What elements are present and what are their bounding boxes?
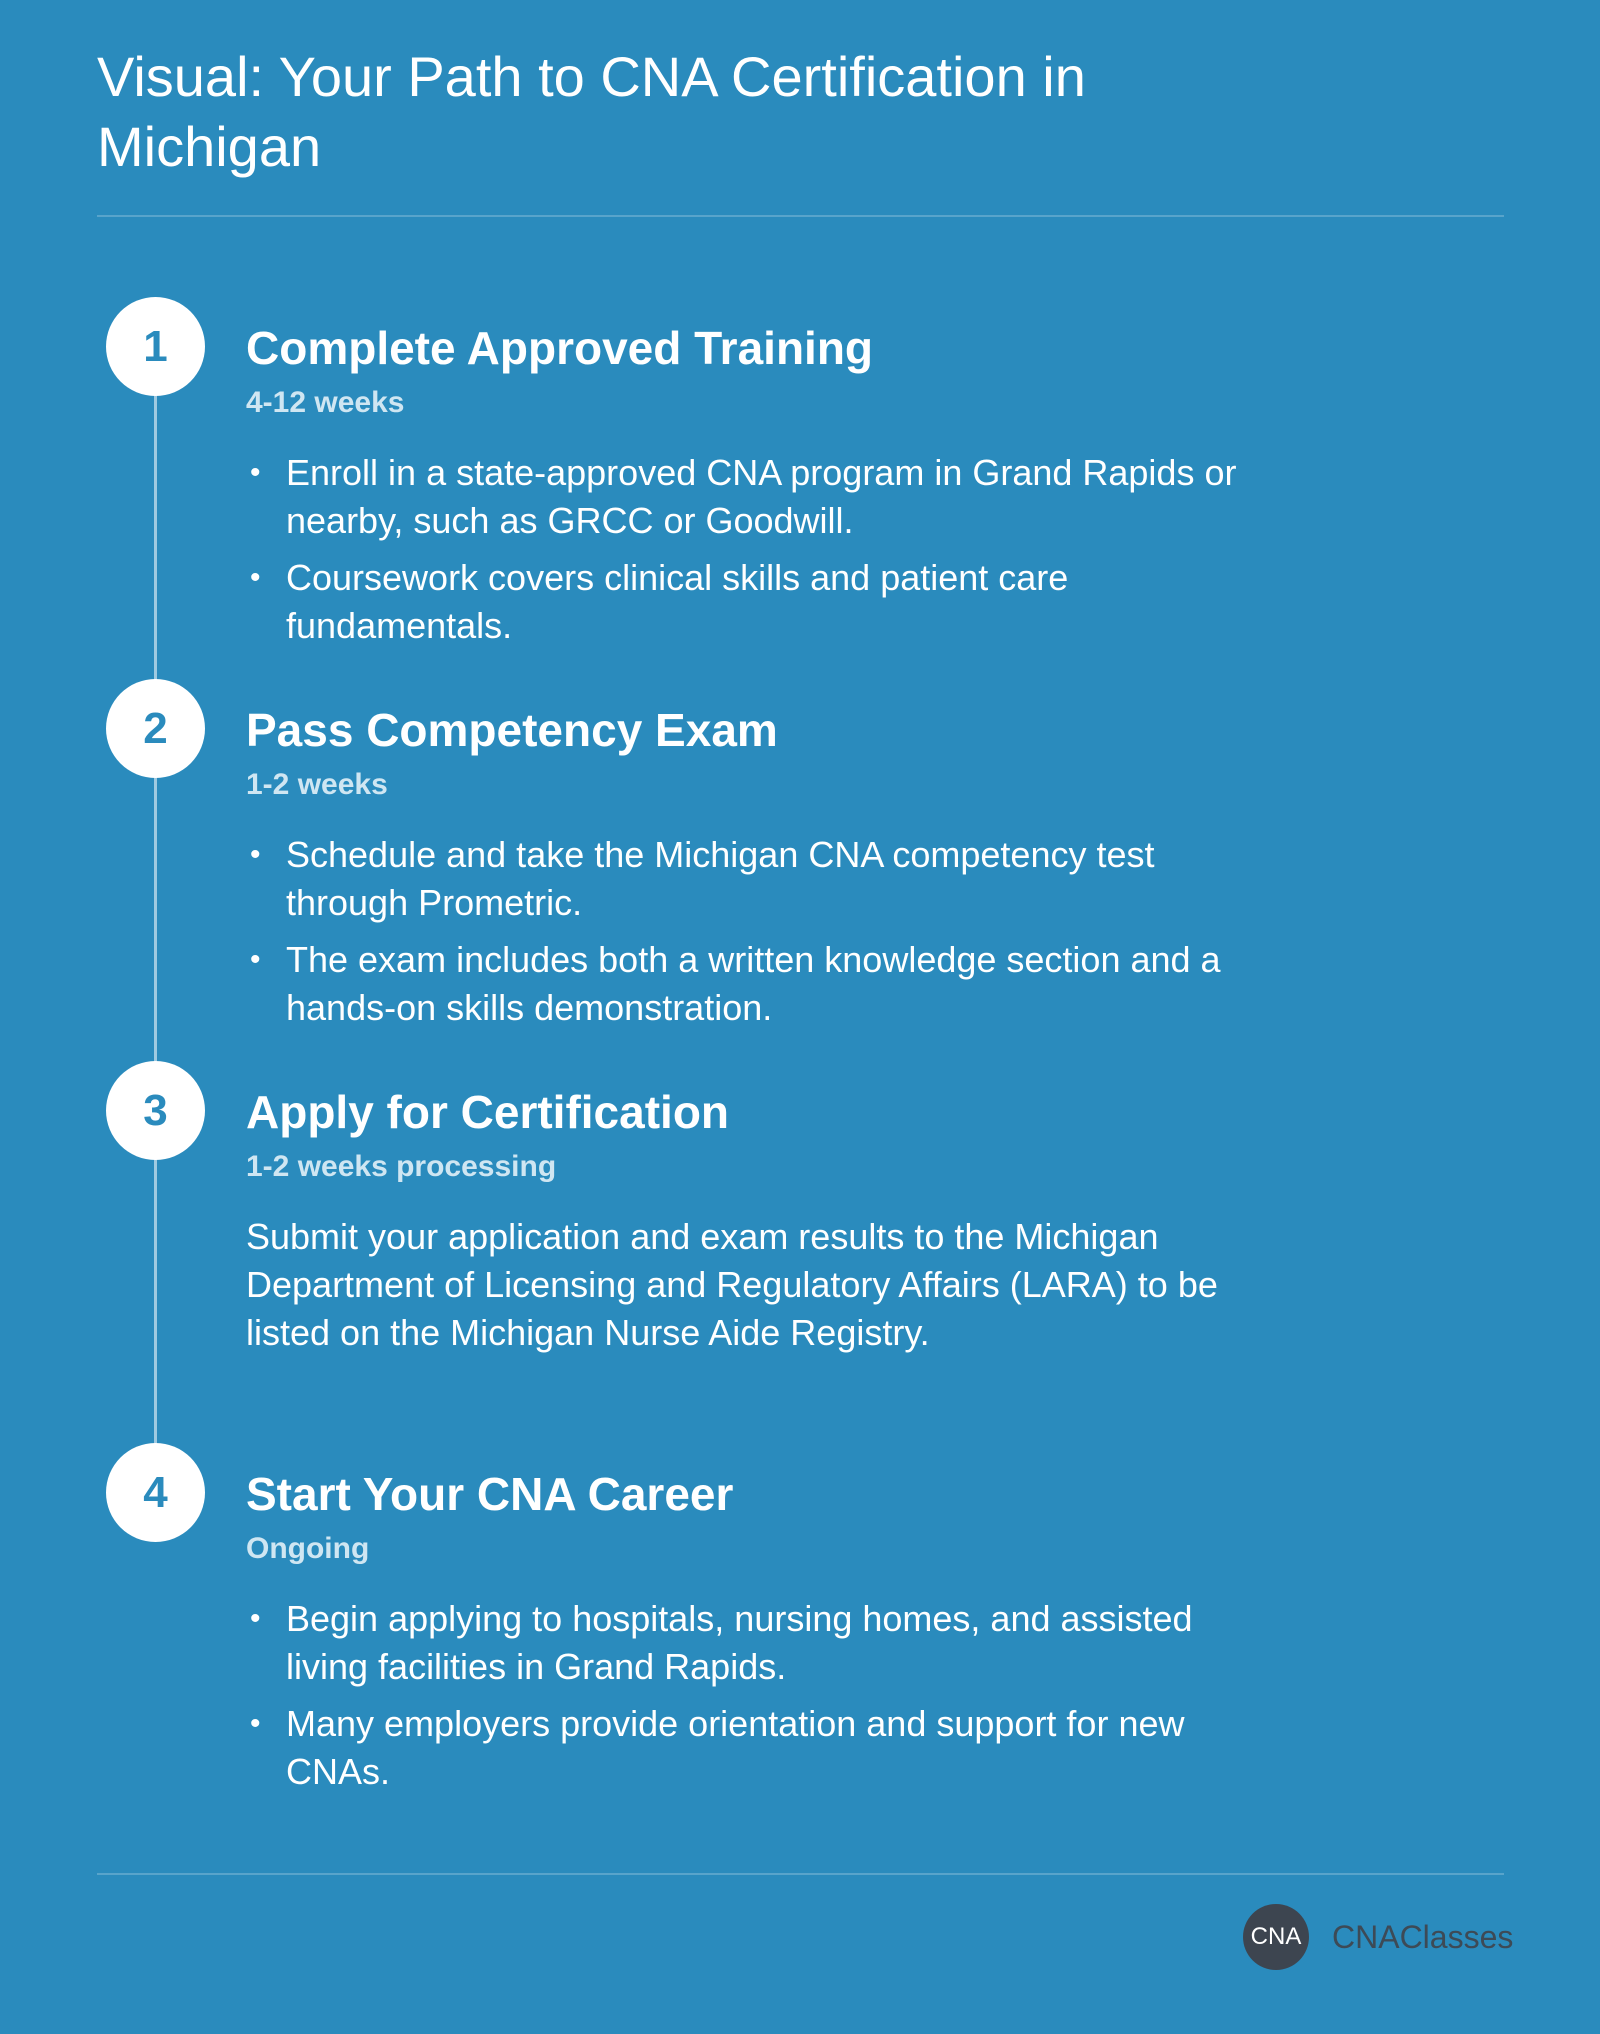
- footer-divider: [97, 1873, 1504, 1875]
- bullet-icon: •: [250, 456, 261, 489]
- list-item: [246, 831, 1256, 927]
- step-duration: 1-2 weeks: [246, 768, 388, 801]
- page-title: Visual: Your Path to CNA Certification in Michigan: [97, 45, 1086, 178]
- bullet-text: Enroll in a state-approved CNA program in Grand Rapids or nearby, such as GRCC or Goodwill.: [286, 452, 1237, 541]
- bullet-icon: •: [250, 561, 261, 594]
- bullet-text: Many employers provide orientation and support for new CNAs.: [286, 1703, 1185, 1792]
- step-duration: 4-12 weeks: [246, 386, 405, 419]
- bullet-icon: •: [250, 838, 261, 871]
- step-title: Pass Competency Exam: [246, 704, 778, 756]
- bullet-text: Begin applying to hospitals, nursing homes, and assisted living facilities in Grand Rapids.: [286, 1598, 1193, 1687]
- step-number-circle: 2: [106, 679, 205, 778]
- step-description: Submit your application and exam results to the Michigan Department of Licensing and Regulatory Affairs (LARA) to be listed on the Michigan Nurse Aide Registry.: [246, 1216, 1218, 1353]
- list-item: [246, 554, 1256, 650]
- list-item: [246, 1700, 1256, 1796]
- step-duration: Ongoing: [246, 1532, 370, 1565]
- bullet-icon: •: [250, 1602, 261, 1635]
- step-bullet-list: [246, 831, 1256, 1041]
- bullet-text: The exam includes both a written knowledge section and a hands-on skills demonstration.: [286, 939, 1221, 1028]
- step-title: Complete Approved Training: [246, 322, 874, 374]
- step-bullet-list: [246, 449, 1256, 659]
- step-title: Apply for Certification: [246, 1086, 730, 1138]
- list-item: [246, 449, 1256, 545]
- header-divider: [97, 215, 1504, 217]
- list-item: [246, 936, 1256, 1032]
- step-number-circle: 1: [106, 297, 205, 396]
- list-item: [246, 1595, 1256, 1691]
- step-number-circle: 3: [106, 1061, 205, 1160]
- bullet-icon: •: [250, 1707, 261, 1740]
- step-number-circle: 4: [106, 1443, 205, 1542]
- step-bullet-list: [246, 1595, 1256, 1805]
- bullet-text: Schedule and take the Michigan CNA competency test through Prometric.: [286, 834, 1155, 923]
- footer-brand-name: CNAClasses: [1332, 1919, 1514, 1955]
- timeline-line: [154, 350, 157, 1500]
- bullet-icon: •: [250, 943, 261, 976]
- bullet-text: Coursework covers clinical skills and patient care fundamentals.: [286, 557, 1069, 646]
- step-duration: 1-2 weeks processing: [246, 1150, 557, 1183]
- cna-logo-icon: CNA: [1243, 1904, 1309, 1970]
- step-title: Start Your CNA Career: [246, 1468, 734, 1520]
